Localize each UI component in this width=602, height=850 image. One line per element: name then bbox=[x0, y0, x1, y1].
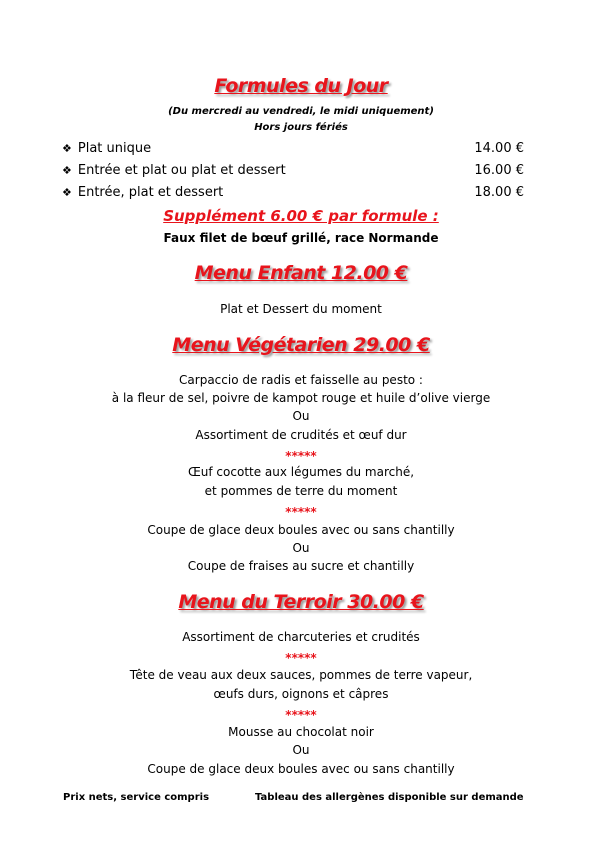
bullet-icon: ❖ bbox=[62, 186, 72, 199]
menu-line: Ou bbox=[292, 743, 310, 757]
menu-line: Ou bbox=[292, 409, 310, 423]
footer-allergens: Tableau des allergènes disponible sur demande bbox=[255, 792, 524, 803]
formule-price: 14.00 € bbox=[474, 141, 524, 156]
enfant-title: Menu Enfant 12.00 € bbox=[194, 262, 408, 284]
vegetarien-title: Menu Végétarien 29.00 € bbox=[172, 334, 430, 356]
menu-line: à la fleur de sel, poivre de kampot rouge et huile d’olive vierge bbox=[111, 391, 491, 405]
separator-stars: ***** bbox=[285, 505, 317, 519]
separator-stars: ***** bbox=[285, 708, 317, 722]
menu-line: Assortiment de crudités et œuf dur bbox=[195, 428, 407, 442]
bullet-icon: ❖ bbox=[62, 164, 72, 177]
menu-line: Coupe de glace deux boules avec ou sans chantilly bbox=[147, 762, 455, 776]
menu-line: Ou bbox=[292, 541, 310, 555]
terroir-title: Menu du Terroir 30.00 € bbox=[178, 591, 424, 613]
formule-item bbox=[62, 141, 524, 156]
enfant-line: Plat et Dessert du moment bbox=[220, 302, 382, 316]
formule-label: Plat unique bbox=[77, 141, 152, 156]
menu-line: Tête de veau aux deux sauces, pommes de terre vapeur, bbox=[129, 668, 473, 682]
formule-price: 18.00 € bbox=[474, 185, 524, 200]
menu-line: Coupe de glace deux boules avec ou sans chantilly bbox=[147, 523, 455, 537]
formule-price: 16.00 € bbox=[474, 163, 524, 178]
menu-line: Coupe de fraises au sucre et chantilly bbox=[187, 559, 415, 573]
formule-item bbox=[62, 163, 524, 178]
menu-line: et pommes de terre du moment bbox=[204, 484, 398, 498]
formule-label: Entrée et plat ou plat et dessert bbox=[77, 163, 286, 178]
bullet-icon: ❖ bbox=[62, 142, 72, 155]
footer-prices: Prix nets, service compris bbox=[63, 792, 210, 803]
formule-label: Entrée, plat et dessert bbox=[77, 185, 224, 200]
formules-days: (Du mercredi au vendredi, le midi uniquement) bbox=[168, 106, 434, 117]
menu-line: Assortiment de charcuteries et crudités bbox=[182, 630, 420, 644]
separator-stars: ***** bbox=[285, 449, 317, 463]
formule-item bbox=[62, 185, 524, 200]
menu-line: Carpaccio de radis et faisselle au pesto : bbox=[179, 373, 423, 387]
supplement-heading: Supplément 6.00 € par formule : bbox=[163, 207, 439, 225]
menu-line: Œuf cocotte aux légumes du marché, bbox=[187, 465, 415, 479]
formules-holidays: Hors jours fériés bbox=[254, 122, 348, 133]
supplement-item: Faux filet de bœuf grillé, race Normande bbox=[163, 231, 439, 245]
menu-line: œufs durs, oignons et câpres bbox=[213, 687, 389, 701]
formules-title: Formules du Jour bbox=[214, 75, 388, 97]
menu-line: Mousse au chocolat noir bbox=[228, 725, 374, 739]
separator-stars: ***** bbox=[285, 651, 317, 665]
